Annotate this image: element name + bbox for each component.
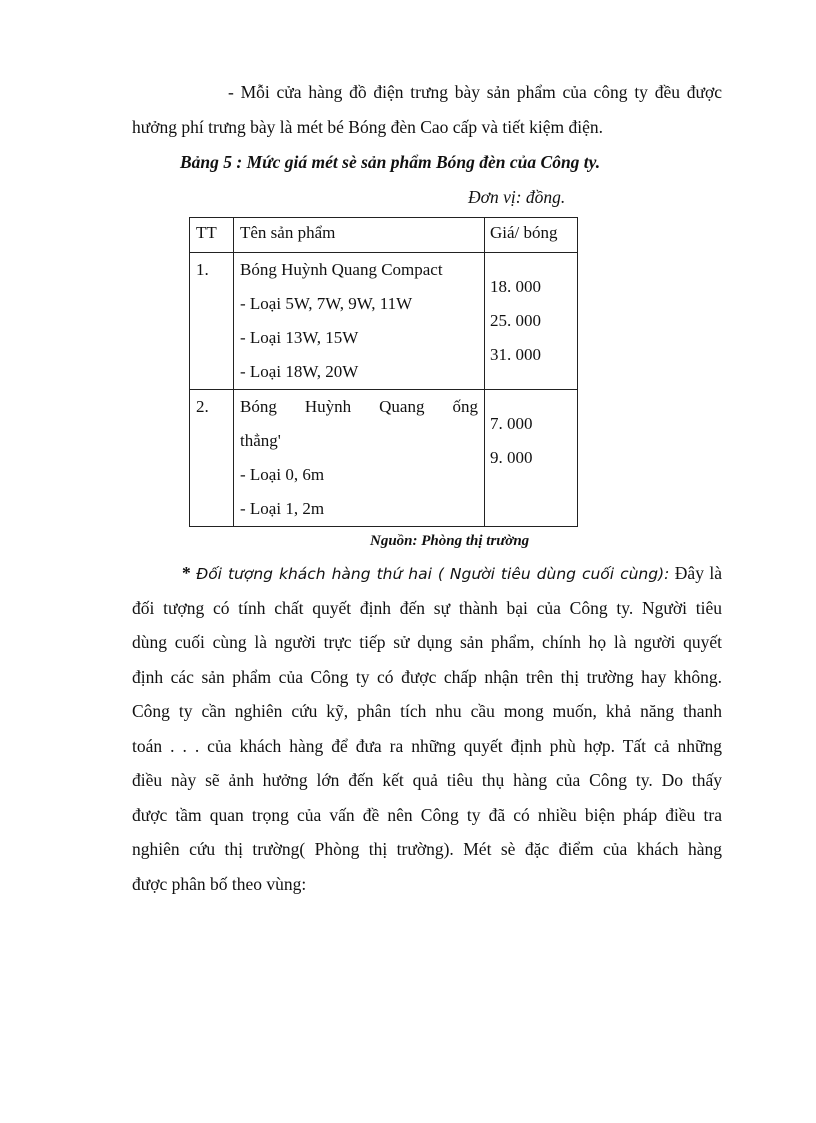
intro-line-1: - Mỗi cửa hàng đồ điện trưng bày sản phẩm của công ty đều được [228, 82, 722, 102]
body-text: Đây là [674, 563, 723, 583]
body-line: định các sản phẩm của Công ty có được chấp nhận trên thị trường hay không. [132, 666, 722, 687]
product-name: Bóng Huỳnh Quang ống [240, 397, 478, 416]
section-lead: Đối tượng khách hàng thứ hai ( Người tiêu dùng cuối cùng): [196, 565, 670, 583]
product-name: Bóng Huỳnh Quang Compact [240, 260, 443, 279]
body-line: điều này sẽ ảnh hưởng lớn đến kết quả tiêu thụ hàng của Công ty. Do thấy [132, 770, 722, 790]
body-paragraph [132, 556, 722, 901]
row-index: 2. [190, 390, 234, 527]
price-value: 25. 000 [490, 311, 541, 330]
body-line [132, 556, 722, 591]
table-header-row [190, 218, 578, 253]
body-line: được phân bố theo vùng: [132, 873, 307, 894]
unit-label: Đơn vị: đồng. [468, 187, 566, 207]
row-product [234, 253, 485, 390]
body-line: dùng cuối cùng là người trực tiếp sử dụng sản phẩm, chính họ là người quyết [132, 632, 722, 652]
header-tt: TT [190, 218, 234, 253]
row-prices [485, 253, 578, 390]
product-variant: - Loại 13W, 15W [240, 328, 359, 347]
price-value: 7. 000 [490, 414, 533, 433]
product-variant: - Loại 18W, 20W [240, 362, 359, 381]
table-row [190, 253, 578, 390]
table-source: Nguồn: Phòng thị trường [370, 533, 530, 549]
header-price: Giá/ bóng [485, 218, 578, 253]
table-row [190, 390, 578, 527]
body-line: toán . . . của khách hàng để đưa ra những quyết định phù hợp. Tất cả những [132, 735, 722, 756]
product-variant: - Loại 1, 2m [240, 499, 325, 518]
price-value: 31. 000 [490, 345, 541, 364]
row-index: 1. [190, 253, 234, 390]
table-caption: Bảng 5 : Mức giá mét sè sản phẩm Bóng đèn của Công ty. [180, 152, 601, 172]
product-name-cont: thẳng' [240, 431, 281, 450]
header-product-name: Tên sản phẩm [234, 218, 485, 253]
product-variant: - Loại 0, 6m [240, 465, 325, 484]
body-line: nghiên cứu thị trường( Phòng thị trường). Mét sè đặc điểm của khách hàng [132, 839, 722, 859]
price-table [189, 217, 578, 527]
row-product [234, 390, 485, 527]
intro-line-2: hưởng phí trưng bày là mét bé Bóng đèn Cao cấp và tiết kiệm điện. [132, 116, 603, 137]
row-prices [485, 390, 578, 527]
body-line: Công ty cần nghiên cứu kỹ, phân tích nhu cầu mong muốn, khả năng thanh [132, 701, 722, 721]
product-variant: - Loại 5W, 7W, 9W, 11W [240, 294, 413, 313]
price-value: 18. 000 [490, 277, 541, 296]
body-line: được tầm quan trọng của vấn đề nên Công ty đã có nhiều biện pháp điều tra [132, 804, 722, 825]
price-value: 9. 000 [490, 448, 533, 467]
bullet-star: * [182, 563, 191, 583]
intro-paragraph [132, 75, 722, 144]
body-line: đối tượng có tính chất quyết định đến sự thành bại của Công ty. Người tiêu [132, 597, 722, 618]
